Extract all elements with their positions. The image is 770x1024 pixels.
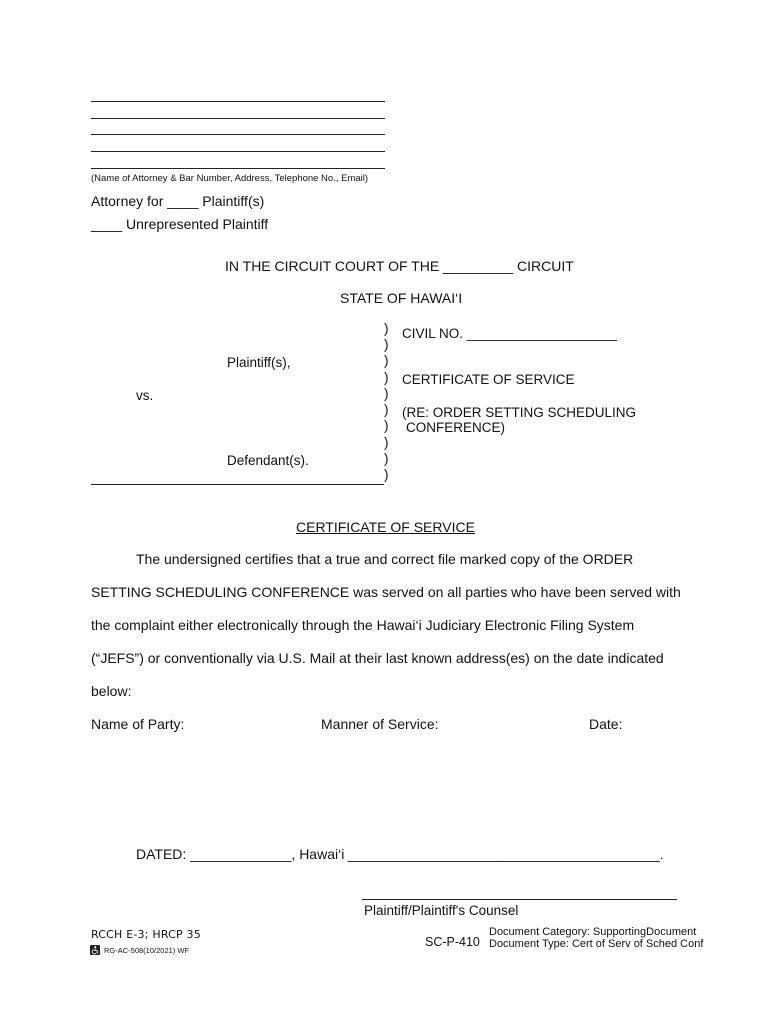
caption-paren-9: ) [384,451,389,466]
caption-doc-title: CERTIFICATE OF SERVICE [402,372,575,387]
state-title: STATE OF HAWAI‘I [340,290,463,306]
court-title: IN THE CIRCUIT COURT OF THE _________ CIRCUIT [225,258,574,274]
vs-label: vs. [136,388,154,403]
caption-bottom-rule [91,484,384,485]
section-heading: CERTIFICATE OF SERVICE [296,519,475,535]
attorney-line-3 [91,134,385,135]
attorney-line-2 [91,118,385,119]
attorney-line-5 [91,168,385,169]
body-line-4: (“JEFS”) or conventionally via U.S. Mail at their last known address(es) on the date indicated [91,650,664,666]
footer-doc-type: Document Type: Cert of Serv of Sched Conf [489,938,704,950]
caption-paren-4: ) [384,370,389,385]
signature-rule [362,899,677,900]
plaintiffs-label: Plaintiff(s), [227,355,291,370]
caption-paren-5: ) [384,386,389,401]
caption-re-line-1: (RE: ORDER SETTING SCHEDULING [402,405,637,420]
accessibility-icon [90,945,100,955]
caption-paren-10: ) [384,467,389,482]
caption-paren-1: ) [384,321,389,336]
attorney-for-line: Attorney for ____ Plaintiff(s) [91,193,265,209]
footer-doc-category: Document Category: SupportingDocument [489,926,697,938]
caption-paren-8: ) [384,435,389,450]
col-header-party: Name of Party: [91,716,185,732]
col-header-date: Date: [589,716,623,732]
attorney-line-4 [91,151,385,152]
unrepresented-line: ____ Unrepresented Plaintiff [91,216,269,232]
body-line-2: SETTING SCHEDULING CONFERENCE was served on all parties who have been served with [91,584,681,600]
attorney-caption: (Name of Attorney & Bar Number, Address, Telephone No., Email) [91,173,369,184]
defendants-label: Defendant(s). [227,453,309,468]
dated-line: DATED: _____________, Hawai‘i ________________________________________. [136,846,664,862]
col-header-manner: Manner of Service: [321,716,439,732]
caption-paren-7: ) [384,418,389,433]
footer-form-number: SC-P-410 [425,935,480,949]
attorney-line-1 [91,101,385,102]
body-line-5: below: [91,683,132,699]
body-line-1: The undersigned certifies that a true and correct file marked copy of the ORDER [136,551,634,567]
footer-form-code: RG-AC-508(10/2021) WF [104,946,190,955]
caption-paren-6: ) [384,402,389,417]
caption-re-line-2: CONFERENCE) [406,420,506,435]
caption-paren-2: ) [384,337,389,352]
caption-paren-3: ) [384,353,389,368]
signature-label: Plaintiff/Plaintiff's Counsel [364,903,519,918]
civil-no: CIVIL NO. ____________________ [402,326,617,341]
footer-rules: RCCH E-3; HRCP 35 [91,928,201,941]
body-line-3: the complaint either electronically through the Hawai‘i Judiciary Electronic Filing System [91,617,635,633]
